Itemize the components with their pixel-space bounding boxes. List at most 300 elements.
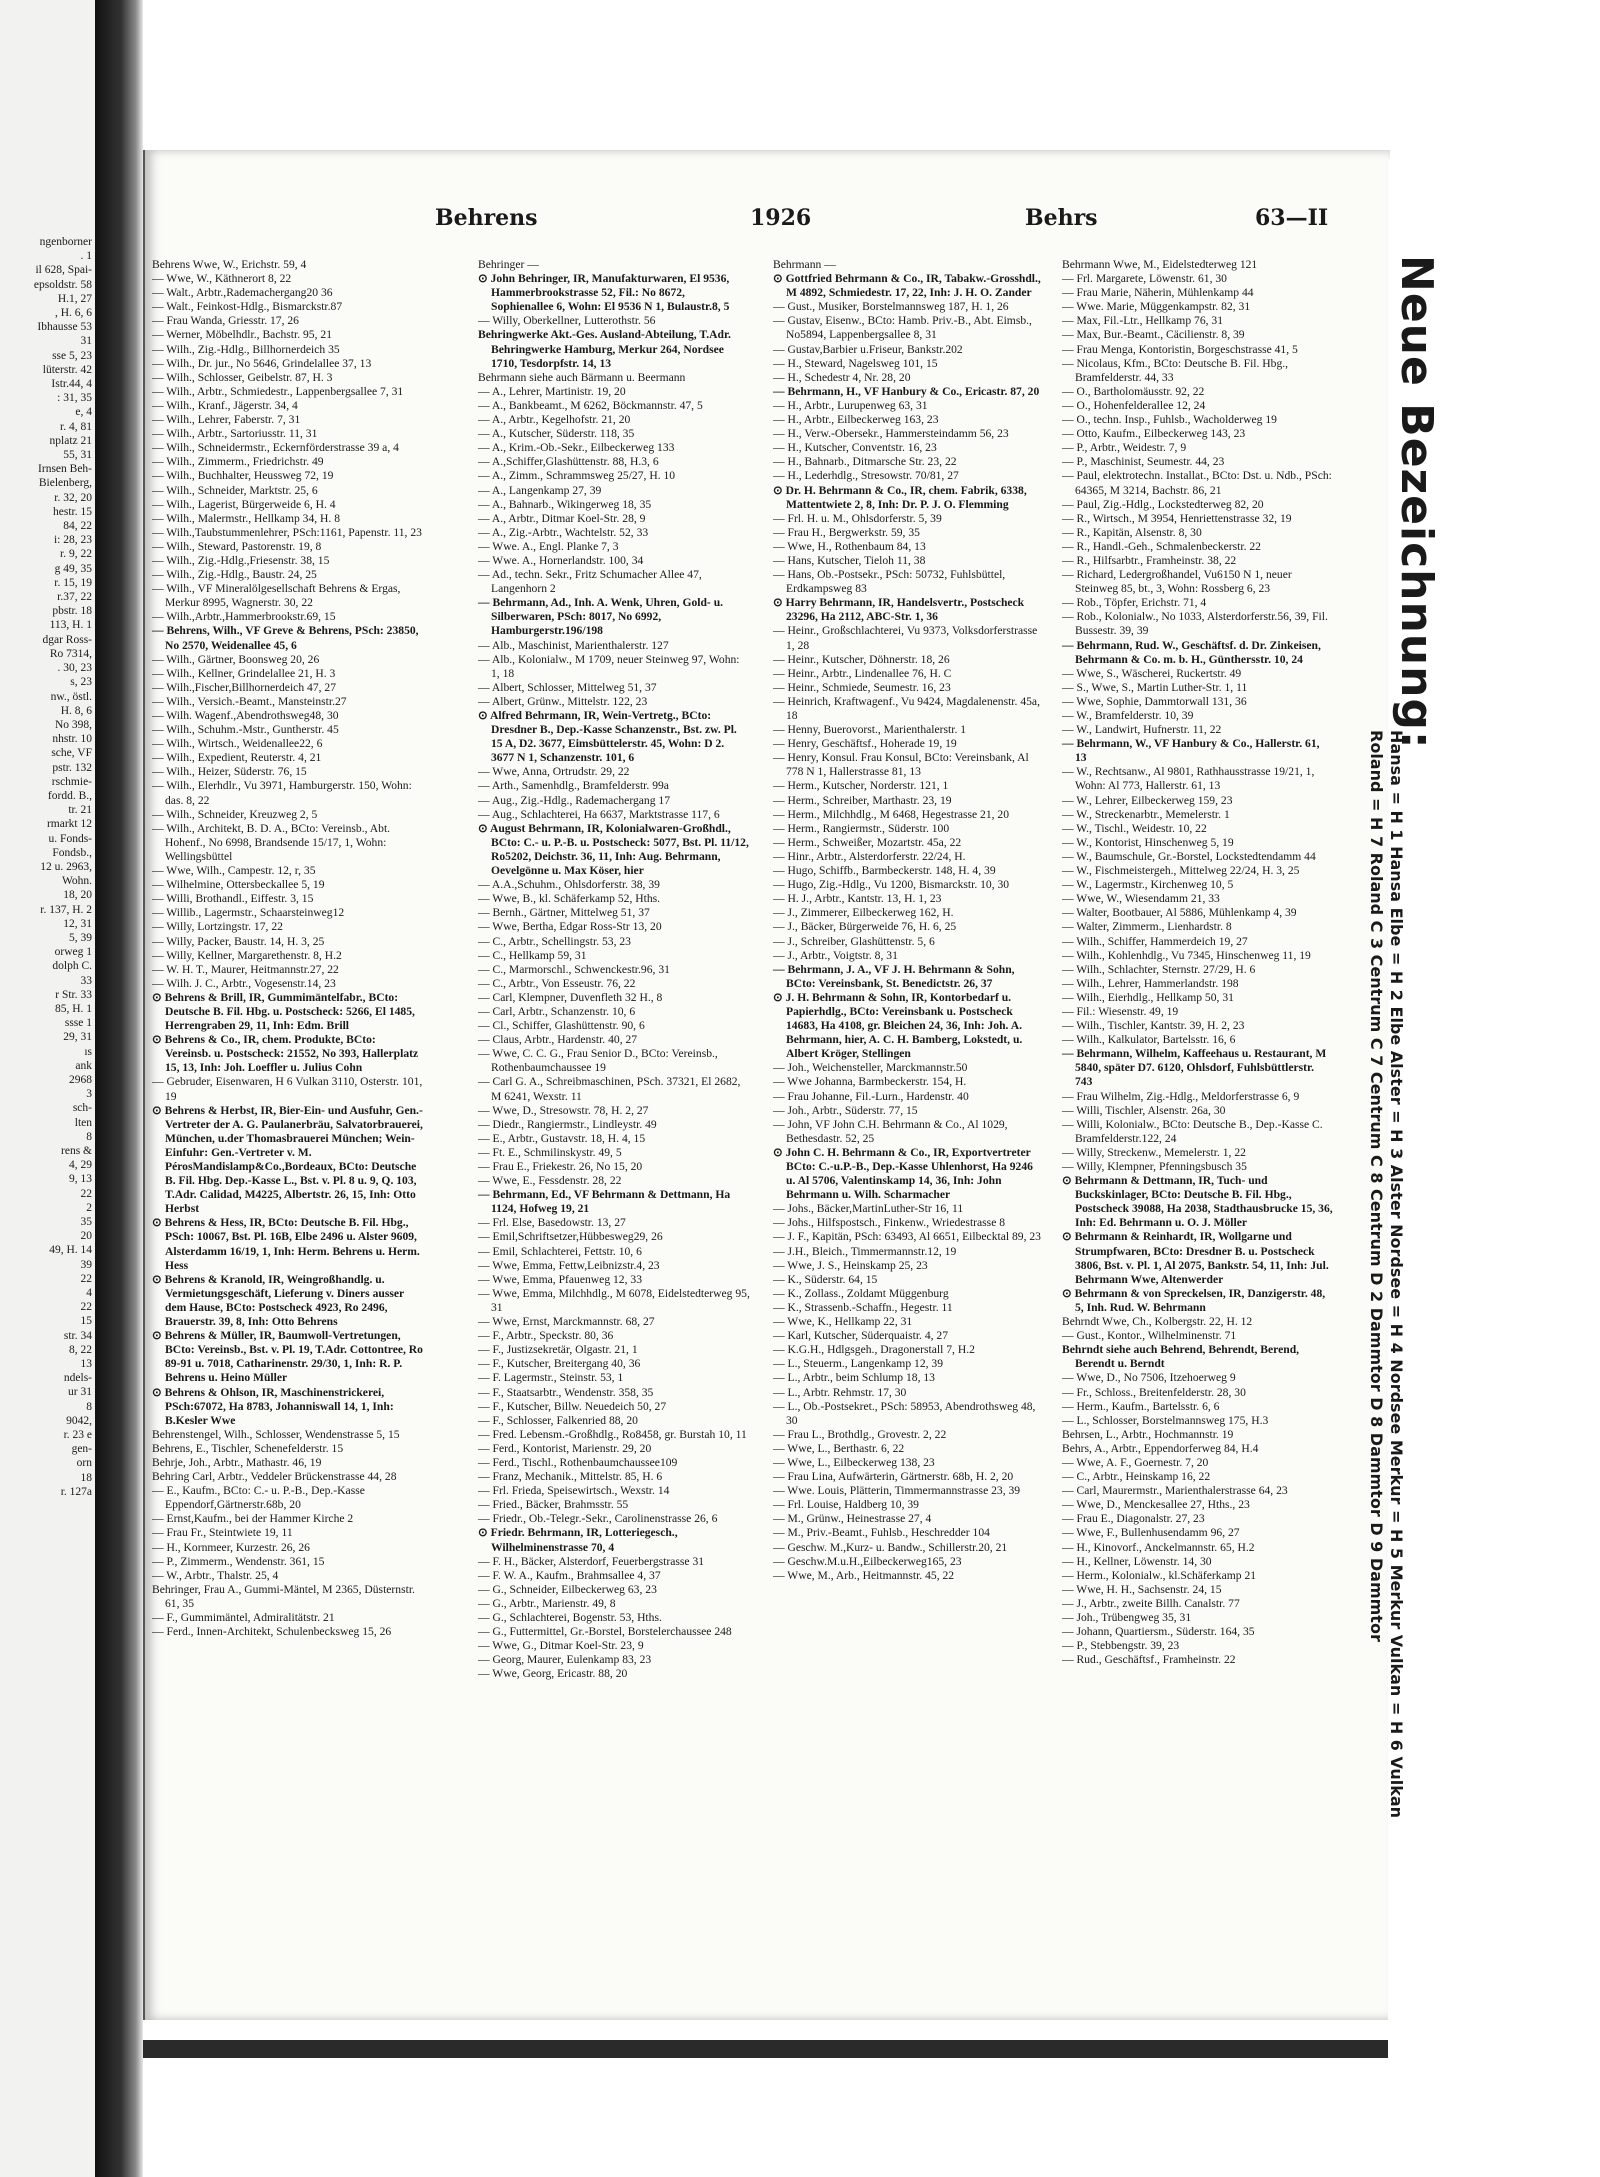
directory-entry: Behrmann — xyxy=(773,258,836,271)
directory-entry: ⊙ Harry Behrmann, IR, Handelsvertr., Postscheck 23296, Ha 2112, ABC-Str. 1, 36 xyxy=(773,596,1025,624)
prev-page-line: ıs xyxy=(84,1045,92,1058)
directory-entry: — Carl, Maurermstr., Marienthalerstrasse 64, 23 xyxy=(1062,1484,1288,1498)
directory-entry: — Behrmann, J. A., VF J. H. Behrmann & Sohn, BCto: Vereinsbank, St. Benedictstr. 26, 37 xyxy=(773,962,1015,990)
directory-entry: — Wilh., Buchhalter, Heussweg 72, 19 xyxy=(152,469,334,483)
prev-page-line: sche, VF xyxy=(51,747,92,760)
directory-entry: — Joh., Arbtr., Süderstr. 77, 15 xyxy=(773,1103,918,1117)
directory-entry: — R., Hilfsarbtr., Framheinstr. 38, 22 xyxy=(1062,553,1237,567)
directory-entry: — Herm., Kaufm., Bartelsstr. 6, 6 xyxy=(1062,1399,1220,1413)
directory-entry: — Wilh. Wagenf.,Abendrothsweg48, 30 xyxy=(152,709,339,722)
prev-page-line: ank xyxy=(75,1059,92,1072)
prev-page-line: epsoldstr. 58 xyxy=(33,278,92,291)
directory-entry: — Wwe, E., Fessdenstr. 28, 22 xyxy=(478,1174,622,1188)
prev-page-line: Ibhausse 53 xyxy=(37,321,92,334)
directory-entry: — C., Hellkamp 59, 31 xyxy=(478,948,587,962)
directory-entry: — Behrmann, Ad., Inh. A. Wenk, Uhren, Gold- u. Silberwaren, PSch: 8017, No 6992, Hamburgerstr.196/198 xyxy=(478,596,724,638)
directory-entry: ⊙ Friedr. Behrmann, IR, Lotteriegesch., Wilhelminenstrasse 70, 4 xyxy=(478,1526,678,1554)
directory-entry: — W., Bramfelderstr. 10, 39 xyxy=(1062,709,1194,722)
directory-entry: ⊙ Behrens & Co., IR, chem. Produkte, BCto: Vereinsb. u. Postscheck: 21552, No 393, Hallerplatz 15, 13, Inh: Joh. Loeffler u. Julius Cohn xyxy=(152,1033,419,1075)
directory-entry: — L., Arbtr. Rehmstr. 17, 30 xyxy=(773,1385,907,1399)
directory-entry: Behrens Wwe, W., Erichstr. 59, 4 xyxy=(152,258,307,271)
prev-page-line: nplatz 21 xyxy=(49,434,92,447)
prev-page-line: 49, H. 14 xyxy=(49,1244,92,1257)
directory-entry: — Paul, Zig.-Hdlg., Lockstedterweg 82, 20 xyxy=(1062,497,1264,511)
directory-entry: ⊙ Dr. H. Behrmann & Co., IR, chem. Fabrik, 6338, Mattentwiete 2, 8, Inh: Dr. P. J. O. Flemming xyxy=(773,483,1027,511)
prev-page-line: r. 9, 22 xyxy=(60,548,92,561)
directory-entry: — Wwe Johanna, Barmbeckerstr. 154, H. xyxy=(773,1075,967,1089)
directory-entry: — L., Steuerm., Langenkamp 12, 39 xyxy=(773,1357,944,1371)
directory-entry: — Wwe, W., Käthnerort 8, 22 xyxy=(152,272,292,286)
prev-page-line: orn xyxy=(76,1457,92,1470)
directory-entry: — Wilh., Elerhdlr., Vu 3971, Hamburgerstr. 150, Wohn: das. 8, 22 xyxy=(152,779,412,807)
directory-entry: — Paul, elektrotechn. Installat., BCto: Dst. u. Ndb., PSch: 64365, M 3214, Bachstr. 86, 21 xyxy=(1062,469,1332,497)
directory-entry: — F., Kutscher, Billw. Neuedeich 50, 27 xyxy=(478,1399,667,1413)
directory-entry: Behrndt Wwe, Ch., Kolbergstr. 22, H. 12 xyxy=(1062,1315,1253,1329)
directory-entry: — A., Arbtr., Ditmar Koel-Str. 28, 9 xyxy=(478,511,646,525)
directory-entry: — G., Futtermittel, Gr.-Borstel, Borstelerchaussee 248 xyxy=(478,1625,732,1639)
prev-page-line: 22 xyxy=(80,1301,92,1314)
directory-entry: — W., Lehrer, Eilbeckerweg 159, 23 xyxy=(1062,793,1233,807)
directory-entry: — R., Wirtsch., M 3954, Henriettenstrasse 32, 19 xyxy=(1062,511,1292,525)
directory-entry: — P., Arbtr., Weidestr. 7, 9 xyxy=(1062,441,1187,455)
directory-entry: — Wilh., Schiffer, Hammerdeich 19, 27 xyxy=(1062,934,1248,948)
directory-entry: — Wilh., Gärtner, Boonsweg 20, 26 xyxy=(152,652,320,666)
directory-entry: — C., Arbtr., Von Esseustr. 76, 22 xyxy=(478,976,636,990)
directory-entry: — H., Lederhdlg., Stresowstr. 70/81, 27 xyxy=(773,469,959,483)
directory-entry: — O., techn. Insp., Fuhlsb., Wacholderweg 19 xyxy=(1062,413,1277,427)
directory-entry: — Wilh., Kohlenhdlg., Vu 7345, Hinschenweg 11, 19 xyxy=(1062,948,1311,962)
prev-page-line: il 628, Spai- xyxy=(35,264,92,277)
directory-entry: — Wwe. Louis, Plätterin, Timmermannstrasse 23, 39 xyxy=(773,1484,1021,1498)
prev-page-line: 8 xyxy=(86,1400,92,1413)
prev-page-line: gen- xyxy=(71,1443,92,1456)
directory-entry: — W., Arbtr., Thalstr. 25, 4 xyxy=(152,1568,279,1582)
directory-entry: — Wwe, Emma, Pfauenweg 12, 33 xyxy=(478,1272,642,1286)
directory-entry: — Wilh., Schneider, Marktstr. 25, 6 xyxy=(152,483,318,497)
directory-entry: — Wilh., Schuhm.-Mstr., Guntherstr. 45 xyxy=(152,723,339,737)
directory-entry: — H., Bahnarb., Ditmarsche Str. 23, 22 xyxy=(773,455,957,469)
prev-page-line: str. 34 xyxy=(63,1329,92,1342)
directory-entry: — Albert, Schlosser, Mittelweg 51, 37 xyxy=(478,680,657,694)
directory-entry: — Wwe, B., kl. Schäferkamp 52, Hths. xyxy=(478,892,661,906)
directory-entry: — Behrmann, Wilhelm, Kaffeehaus u. Restaurant, M 5840, später D7. 6120, Ohlsdorf, Fuhlsbüttlerstr. 743 xyxy=(1062,1047,1327,1089)
prev-page-line: dolph C. xyxy=(52,960,92,973)
directory-entry: Behrndt siehe auch Behrend, Behrendt, Berend, Berendt u. Berndt xyxy=(1062,1343,1300,1371)
directory-entry: — Wilh., Tischler, Kantstr. 39, H. 2, 23 xyxy=(1062,1019,1245,1033)
directory-entry: — Wwe, F., Bullenhusendamm 96, 27 xyxy=(1062,1526,1240,1540)
directory-entry: — Hans, Ob.-Postsekr., PSch: 50732, Fuhlsbüttel, Erdkampsweg 83 xyxy=(773,568,1006,596)
directory-entry: — Wilh., Versich.-Beamt., Mansteinstr.27 xyxy=(152,694,347,708)
directory-entry: — Albert, Grünw., Mittelstr. 122, 23 xyxy=(478,694,648,708)
prev-page-line: s, 23 xyxy=(70,676,92,689)
directory-entry: — Wilh., Kalkulator, Bartelsstr. 16, 6 xyxy=(1062,1033,1236,1047)
prev-page-line: 85, H. 1 xyxy=(54,1002,92,1015)
directory-entry: — Carl, Klempner, Duvenfleth 32 H., 8 xyxy=(478,990,663,1004)
directory-entry: — P., Maschinist, Seumestr. 44, 23 xyxy=(1062,455,1225,469)
column-1 xyxy=(152,258,424,1639)
directory-entry: — Wilh., Lehrer, Hammerlandstr. 198 xyxy=(1062,976,1239,990)
directory-entry: — Behrmann, H., VF Hanbury & Co., Ericastr. 87, 20 xyxy=(773,384,1040,398)
directory-entry: — Geschw. M.,Kurz- u. Bandw., Schillerstr.20, 21 xyxy=(773,1540,1008,1554)
directory-entry: — Walt., Feinkost-Hdlg., Bismarckstr.87 xyxy=(152,300,343,314)
directory-entry: — H., Schedestr 4, Nr. 28, 20 xyxy=(773,370,911,384)
directory-entry: — Willib., Lagermstr., Schaarsteinweg12 xyxy=(152,906,345,920)
prev-page-line: 2968 xyxy=(69,1073,92,1086)
directory-entry: — Herm., Kolonialw., kl.Schäferkamp 21 xyxy=(1062,1568,1257,1582)
directory-entry: — Fil.: Wiesenstr. 49, 19 xyxy=(1062,1004,1179,1018)
prev-page-line: sch- xyxy=(72,1102,92,1115)
directory-entry: — Frau Fr., Steintwiete 19, 11 xyxy=(152,1526,293,1540)
directory-entry: — Wilh., Schneider, Kreuzweg 2, 5 xyxy=(152,807,318,821)
prev-page-line: 2 xyxy=(86,1201,92,1214)
page-bottom-edge xyxy=(143,2040,1388,2058)
prev-page-line: rens & xyxy=(61,1145,92,1157)
prev-page-line: lten xyxy=(74,1116,92,1129)
directory-entry: ⊙ Gottfried Behrmann & Co., IR, Tabakw.-Grosshdl., M 4892, Schmiedestr. 17, 22, Inh: J. H. O. Zander xyxy=(773,272,1041,300)
directory-entry: — G., Schneider, Eilbeckerweg 63, 23 xyxy=(478,1582,657,1596)
prev-page-line: 35 xyxy=(80,1216,92,1229)
directory-entry: — Wwe, A. F., Goernestr. 7, 20 xyxy=(1062,1455,1209,1469)
directory-entry: — Willi, Tischler, Alsenstr. 26a, 30 xyxy=(1062,1103,1226,1117)
directory-entry: — Frl. Else, Basedowstr. 13, 27 xyxy=(478,1216,626,1230)
directory-entry: — Wwe, D., No 7506, Itzehoerweg 9 xyxy=(1062,1371,1236,1385)
directory-entry: — Nicolaus, Kfm., BCto: Deutsche B. Fil. Hbg., Bramfelderstr. 44, 33 xyxy=(1062,356,1289,384)
directory-entry: — Frl. Margarete, Löwenstr. 61, 30 xyxy=(1062,272,1227,286)
directory-entry: — Willy, Kellner, Margarethenstr. 8, H.2 xyxy=(152,948,342,962)
directory-entry: — H., Arbtr., Eilbeckerweg 163, 23 xyxy=(773,413,939,427)
directory-entry: — H., Kinovorf., Anckelmannstr. 65, H.2 xyxy=(1062,1540,1255,1554)
prev-page-line: dgar Ross- xyxy=(42,633,92,646)
directory-entry: — Wwe, L., Berthastr. 6, 22 xyxy=(773,1441,905,1455)
directory-entry: — Wilh., Lagerist, Bürgerweide 6, H. 4 xyxy=(152,497,336,511)
prev-page-line: r. 137, H. 2 xyxy=(40,903,92,916)
directory-entry: — Wilh., Heizer, Süderstr. 76, 15 xyxy=(152,765,307,779)
directory-entry: — Wwe, K., Hellkamp 22, 31 xyxy=(773,1315,913,1329)
prev-page-line: 12 u. 2963, xyxy=(40,860,92,873)
directory-entry: — Wilh.,Fischer,Billhornerdeich 47, 27 xyxy=(152,680,337,694)
prev-page-line: 84, 22 xyxy=(63,520,92,533)
directory-entry: Behrmann siehe auch Bärmann u. Beermann xyxy=(478,370,686,384)
prev-page-line: ndels- xyxy=(63,1372,92,1385)
directory-entry: — P., Stebbengstr. 39, 23 xyxy=(1062,1639,1180,1653)
prev-page-line: r Str. 33 xyxy=(55,988,92,1001)
page-header xyxy=(150,205,1380,231)
directory-entry: — O., Bartholomäusstr. 92, 22 xyxy=(1062,384,1205,398)
directory-entry: — F., Staatsarbtr., Wendenstr. 358, 35 xyxy=(478,1385,654,1399)
directory-entry: — C., Marmorschl., Schwenckestr.96, 31 xyxy=(478,962,670,976)
directory-entry: — Frau H., Bergwerkstr. 59, 35 xyxy=(773,525,920,539)
directory-entry: Behrenstengel, Wilh., Schlosser, Wendenstrasse 5, 15 xyxy=(152,1427,400,1441)
directory-entry: — Richard, Ledergroßhandel, Vu6150 N 1, neuer Steinweg 85, bt., 3, Wohn: Rossberg 6, 23 xyxy=(1062,568,1292,596)
prev-page-line: 22 xyxy=(80,1272,92,1285)
directory-entry: — Claus, Arbtr., Hardenstr. 40, 27 xyxy=(478,1033,638,1047)
directory-entry: — F., Justizsekretär, Olgastr. 21, 1 xyxy=(478,1343,638,1357)
directory-entry: — W., Fischmeistergeh., Mittelweg 22/24, H. 3, 25 xyxy=(1062,864,1300,878)
directory-entry: — A., Langenkamp 27, 39 xyxy=(478,483,602,497)
directory-entry: — F. H., Bäcker, Alsterdorf, Feuerbergstrasse 31 xyxy=(478,1554,705,1568)
directory-entry: — M., Priv.-Beamt., Fuhlsb., Heschredder 104 xyxy=(773,1526,990,1540)
directory-entry: — Frau E., Diagonalstr. 27, 23 xyxy=(1062,1512,1205,1526)
directory-entry: — L., Schlosser, Borstelmannsweg 175, H.3 xyxy=(1062,1413,1269,1427)
prev-page-line: Istr.44, 4 xyxy=(51,378,92,391)
directory-entry: Behrens, E., Tischler, Schenefelderstr. 15 xyxy=(152,1441,344,1455)
directory-entry: — Walter, Bootbauer, Al 5886, Mühlenkamp 4, 39 xyxy=(1062,906,1297,920)
directory-entry: — A., Arbtr., Kegelhofstr. 21, 20 xyxy=(478,413,631,427)
prev-page-line: 4 xyxy=(86,1287,92,1300)
directory-entry: — Gebruder, Eisenwaren, H 6 Vulkan 3110, Osterstr. 101, 19 xyxy=(152,1075,423,1103)
directory-entry: — Wilh., Zimmerm., Friedrichstr. 49 xyxy=(152,455,324,469)
directory-entry: — Wwe, D., Stresowstr. 78, H. 2, 27 xyxy=(478,1103,649,1117)
prev-page-line: 22 xyxy=(80,1187,92,1200)
directory-entry: — Wilh., Expedient, Reuterstr. 4, 21 xyxy=(152,751,322,765)
directory-entry: — Wilh. J. C., Arbtr., Vogesenstr.14, 23 xyxy=(152,976,336,990)
prev-page-line: pstr. 132 xyxy=(52,761,92,774)
directory-entry: — K., Zollass., Zoldamt Müggenburg xyxy=(773,1286,949,1300)
directory-entry: — L., Ob.-Postsekret., PSch: 58953, Abendrothsweg 48, 30 xyxy=(773,1399,1036,1427)
directory-entry: — A., Bankbeamt., M 6262, Böckmannstr. 47, 5 xyxy=(478,398,703,412)
directory-entry: — Wwe, H. H., Sachsenstr. 24, 15 xyxy=(1062,1582,1222,1596)
prev-page-line: 4, 29 xyxy=(69,1159,92,1172)
prev-page-line: 29, 31 xyxy=(63,1031,92,1044)
directory-entry: — Max, Fil.-Ltr., Hellkamp 76, 31 xyxy=(1062,314,1224,328)
directory-entry: — Johs., Bäcker,MartinLuther-Str 16, 11 xyxy=(773,1202,964,1216)
directory-entry: — Otto, Kaufm., Eilbeckerweg 143, 23 xyxy=(1062,427,1246,441)
prev-page-line: nw., östl. xyxy=(50,690,92,703)
directory-entry: — Herm., Schweißer, Mozartstr. 45a, 22 xyxy=(773,835,962,849)
prev-page-line: 3 xyxy=(86,1088,92,1101)
directory-entry: — H., Kellner, Löwenstr. 14, 30 xyxy=(1062,1554,1212,1568)
directory-entry: — Willi, Brothandl., Eiffestr. 3, 15 xyxy=(152,892,314,906)
directory-entry: — J., Arbtr., Voigtstr. 8, 31 xyxy=(773,948,898,962)
directory-entry: — Wilh., Zig.-Hdlg., Baustr. 24, 25 xyxy=(152,568,317,582)
directory-entry: — Gustav, Eisenw., BCto: Hamb. Priv.-B., Abt. Eimsb., No5894, Lappenbergsallee 8, 31 xyxy=(773,314,1032,342)
directory-entry: — A., Lehrer, Martinistr. 19, 20 xyxy=(478,384,626,398)
directory-entry: — H., Verw.-Obersekr., Hammersteindamm 56, 23 xyxy=(773,427,1009,441)
telephone-exchange-notice xyxy=(1367,255,1450,1975)
prev-page-line: : 31, 35 xyxy=(57,392,92,405)
prev-page-line: ur 31 xyxy=(68,1386,92,1399)
directory-entry: — Herm., Rangiermstr., Süderstr. 100 xyxy=(773,821,950,835)
directory-entry: — W., Tischl., Weidestr. 10, 22 xyxy=(1062,821,1207,835)
directory-entry: — Gust., Kontor., Wilhelminenstr. 71 xyxy=(1062,1329,1237,1343)
directory-entry: — Georg, Maurer, Eulenkamp 83, 23 xyxy=(478,1653,652,1667)
directory-entry: — Wilh., Malermstr., Hellkamp 34, H. 8 xyxy=(152,511,341,525)
prev-page-line: i: 28, 23 xyxy=(53,534,92,547)
prev-page-line: 8, 22 xyxy=(69,1343,92,1356)
directory-entry: — Herm., Kutscher, Norderstr. 121, 1 xyxy=(773,779,949,793)
directory-entry: — Joh., Weichensteller, Marckmannstr.50 xyxy=(773,1061,968,1075)
directory-entry: — J., Zimmerer, Eilbeckerweg 162, H. xyxy=(773,906,954,920)
directory-entry: — Heinr., Schmiede, Seumestr. 16, 23 xyxy=(773,680,951,694)
directory-entry: — Ferd., Tischl., Rothenbaumchaussee109 xyxy=(478,1455,678,1469)
prev-page-line: tr. 21 xyxy=(68,804,92,817)
directory-entry: — Wilhelmine, Ottersbeckallee 5, 19 xyxy=(152,878,325,892)
column-4 xyxy=(1062,258,1334,1667)
directory-entry: — H., Steward, Nagelsweg 101, 15 xyxy=(773,356,938,370)
directory-entry: — K., Süderstr. 64, 15 xyxy=(773,1272,878,1286)
directory-entry: — Willy, Streckenw., Memelerstr. 1, 22 xyxy=(1062,1145,1246,1159)
directory-entry: — W., Kontorist, Hinschenweg 5, 19 xyxy=(1062,835,1234,849)
directory-entry: Behrs, A., Arbtr., Eppendorferweg 84, H.4 xyxy=(1062,1441,1259,1455)
directory-entry: — Wwe, H., Rothenbaum 84, 13 xyxy=(773,539,926,553)
directory-entry: — Ernst,Kaufm., bei der Hammer Kirche 2 xyxy=(152,1512,354,1526)
directory-entry: ⊙ J. H. Behrmann & Sohn, IR, Kontorbedarf u. Papierhdlg., BCto: Vereinsbank u. Postscheck 14683, Ha 4108, gr. Bleichen 24, 36, Inh: Joh. A. Behrmann, hier, A. C. H. Bamberg, Lokstedt, u. Albert Kröger, Stellingen xyxy=(773,990,1023,1061)
prev-page-line: ngenborner xyxy=(39,236,92,248)
directory-entry: — Behrmann, W., VF Hanbury & Co., Hallerstr. 61, 13 xyxy=(1062,737,1320,765)
directory-entry: — Frau E., Friekestr. 26, No 15, 20 xyxy=(478,1160,643,1173)
prev-page-line: No 398, xyxy=(54,718,92,731)
directory-entry: — Wilh., Schneidermstr., Eckernförderstrasse 39 a, 4 xyxy=(152,441,399,455)
directory-entry: — Henry, Geschäftsf., Hoherade 19, 19 xyxy=(773,737,957,751)
directory-entry: — Hans, Kutscher, Tieloh 11, 38 xyxy=(773,553,926,567)
directory-entry: — Willy, Packer, Baustr. 14, H. 3, 25 xyxy=(152,934,325,948)
directory-entry: — Willy, Oberkellner, Lutterothstr. 56 xyxy=(478,314,656,328)
directory-entry: — Frau Wanda, Griesstr. 17, 26 xyxy=(152,314,299,328)
prev-page-line: 39 xyxy=(80,1258,92,1271)
directory-entry: — J., Arbtr., zweite Billh. Canalstr. 77 xyxy=(1062,1596,1240,1610)
directory-entry: — H., Kornmeer, Kurzestr. 26, 26 xyxy=(152,1540,310,1554)
directory-entry: — Wilh., Zig.-Hdlg.,Friesenstr. 38, 15 xyxy=(152,553,330,567)
directory-entry: — Wilh., Schlosser, Geibelstr. 87, H. 3 xyxy=(152,370,333,384)
prev-page-line: nhstr. 10 xyxy=(52,733,92,746)
directory-entry: — A., Krim.-Ob.-Sekr., Eilbeckerweg 133 xyxy=(478,441,675,455)
directory-entry: — Wwe, Georg, Ericastr. 88, 20 xyxy=(478,1667,628,1681)
directory-entry: — Frl. Frieda, Speisewirtsch., Wexstr. 14 xyxy=(478,1484,670,1498)
prev-page-line: rschmie- xyxy=(51,775,92,788)
directory-entry: — Wwe. Marie, Müggenkampstr. 82, 31 xyxy=(1062,300,1251,314)
directory-entry: — John, VF John C.H. Behrmann & Co., Al 1029, Bethesdastr. 52, 25 xyxy=(773,1117,1008,1145)
directory-entry: — Ferd., Innen-Architekt, Schulenbecksweg 15, 26 xyxy=(152,1625,392,1639)
prev-page-line: r. 127a xyxy=(60,1485,92,1498)
directory-entry: — Geschw.M.u.H.,Eilbeckerweg165, 23 xyxy=(773,1554,962,1568)
directory-entry: — G., Schlachterei, Bogenstr. 53, Hths. xyxy=(478,1611,662,1624)
directory-entry: — O., Hohenfelderallee 12, 24 xyxy=(1062,398,1206,412)
gutter-shadow xyxy=(95,0,143,2177)
directory-entry: — Henry, Konsul. Frau Konsul, BCto: Vereinsbank, Al 778 N 1, Hallerstrasse 81, 13 xyxy=(773,751,1029,779)
directory-entry: — Wwe, C. C. G., Frau Senior D., BCto: Vereinsb., Rothenbaumchaussee 19 xyxy=(478,1047,718,1075)
prev-page-line: . 30, 23 xyxy=(57,662,92,675)
directory-entry: — Frau Menga, Kontoristin, Borgeschstrasse 41, 5 xyxy=(1062,342,1298,356)
directory-entry: — C., Arbtr., Heinskamp 16, 22 xyxy=(1062,1470,1211,1484)
directory-entry: — Heinr., Arbtr., Lindenallee 76, H. C xyxy=(773,666,952,680)
directory-entry: — Emil,Schriftsetzer,Hübbesweg29, 26 xyxy=(478,1230,663,1244)
directory-entry: — Alb., Maschinist, Marienthalerstr. 127 xyxy=(478,638,669,652)
directory-entry: — K.G.H., Hdlgsgeh., Dragonerstall 7, H.2 xyxy=(773,1343,975,1357)
directory-entry: — A., Zig.-Arbtr., Wachtelstr. 52, 33 xyxy=(478,525,649,539)
directory-entry: — Walt., Arbtr.,Rademachergang20 36 xyxy=(152,286,333,300)
directory-entry: — Ft. E., Schmilinskystr. 49, 5 xyxy=(478,1145,622,1159)
directory-entry: — L., Arbtr., beim Schlump 18, 13 xyxy=(773,1371,935,1385)
directory-entry: — F., Kutscher, Breitergang 40, 36 xyxy=(478,1357,641,1371)
directory-entry: — F., Arbtr., Speckstr. 80, 36 xyxy=(478,1329,614,1343)
prev-page-line: Irnsen Beh- xyxy=(38,463,92,476)
directory-entry: — F., Gummimäntel, Admiralitätstr. 21 xyxy=(152,1611,335,1624)
directory-entry: — Max, Bur.-Beamt., Cäcilienstr. 8, 39 xyxy=(1062,328,1245,342)
directory-entry: ⊙ Behrmann & Dettmann, IR, Tuch- und Buckskinlager, BCto: Deutsche B. Fil. Hbg., Postscheck 39088, Ha 2038, Stadthausbrucke 15, 36, Inh: Ed. Behrmann u. O. J. Möller xyxy=(1062,1174,1333,1230)
directory-entry: — R., Handl.-Geh., Schmalenbeckerstr. 22 xyxy=(1062,539,1261,553)
directory-entry: — H., Arbtr., Lurupenweg 63, 31 xyxy=(773,398,928,412)
directory-entry: — W., Lagermstr., Kirchenweg 10, 5 xyxy=(1062,878,1234,892)
notice-line-1: Hansa = H 1 Hansa Elbe = H 2 Elbe Alster = H 3 Alster Nordsee = H 4 Nordsee Merkur = H 5 Merkur Vulkan = H 6 Vulkan xyxy=(1387,730,1406,1819)
directory-entry: — Willy, Lortzingstr. 17, 22 xyxy=(152,920,283,934)
directory-entry: — S., Wwe, S., Martin Luther-Str. 1, 11 xyxy=(1062,680,1248,694)
page-number: 63—II xyxy=(1255,205,1329,231)
directory-entry: — Fr., Schloss., Breitenfelderstr. 28, 30 xyxy=(1062,1385,1246,1399)
directory-entry: — Wilh.,Arbtr.,Hammerbrookstr.69, 15 xyxy=(152,610,336,624)
directory-entry: ⊙ Behrens & Kranold, IR, Weingroßhandlg. u. Vermietungsgeschäft, Lieferung v. Diners ausser dem Hause, BCto: Postscheck 4923, Ro 2496, Brauerstr. 39, 8, Inh: Otto Behrens xyxy=(152,1272,404,1329)
previous-page-fragment xyxy=(0,235,92,1985)
directory-entry: — W., Landwirt, Hufnerstr. 11, 22 xyxy=(1062,723,1222,737)
prev-page-line: u. Fonds- xyxy=(48,832,92,845)
prev-page-line: sse 5, 23 xyxy=(52,349,92,362)
directory-entry: — Wwe, M., Arb., Heitmannstr. 45, 22 xyxy=(773,1568,955,1582)
directory-entry: — H., Kutscher, Conventstr. 16, 23 xyxy=(773,441,937,455)
prev-page-line: pbstr. 18 xyxy=(52,605,92,618)
prev-page-line: r.37, 22 xyxy=(57,591,92,604)
prev-page-line: 18 xyxy=(80,1471,92,1484)
directory-entry: — A., Bahnarb., Wikingerweg 18, 35 xyxy=(478,497,652,511)
directory-entry: — Wilh., Lehrer, Faberstr. 7, 31 xyxy=(152,413,301,427)
directory-entry: — Fried., Bäcker, Brahmsstr. 55 xyxy=(478,1498,629,1512)
directory-entry: — Wwe, S., Wäscherei, Ruckertstr. 49 xyxy=(1062,666,1242,680)
prev-page-line: Ro 7314, xyxy=(49,647,92,660)
prev-page-line: 5, 39 xyxy=(69,931,92,944)
directory-entry: — Hinr., Arbtr., Alsterdorferstr. 22/24, H. xyxy=(773,849,966,863)
directory-entry: — Aug., Zig.-Hdlg., Rademachergang 17 xyxy=(478,793,671,807)
directory-entry: — Cl., Schiffer, Glashüttenstr. 90, 6 xyxy=(478,1019,645,1033)
directory-entry: — Behrmann, Rud. W., Geschäftsf. d. Dr. Zinkeisen, Behrmann & Co. m. b. H., Günthersstr. 10, 24 xyxy=(1062,638,1321,666)
directory-entry: — Wilh., Steward, Pastorenstr. 19, 8 xyxy=(152,539,322,553)
prev-page-line: 20 xyxy=(80,1230,92,1243)
directory-entry: — Alb., Kolonialw., M 1709, neuer Steinweg 97, Wohn: 1, 18 xyxy=(478,652,740,680)
directory-entry: — Wwe, D., Menckesallee 27, Hths., 23 xyxy=(1062,1498,1250,1512)
prev-page-line: rmarkt 12 xyxy=(46,818,92,831)
directory-entry: — Wwe, J. S., Heinskamp 25, 23 xyxy=(773,1258,928,1272)
directory-entry: Behrsen, L., Arbtr., Hochmannstr. 19 xyxy=(1062,1427,1234,1441)
directory-entry: — W., Streckenarbtr., Memelerstr. 1 xyxy=(1062,807,1230,821)
directory-entry: ⊙ Behrmann & von Spreckelsen, IR, Danzigerstr. 48, 5, Inh. Rud. W. Behrmann xyxy=(1062,1286,1326,1314)
directory-entry: — Aug., Schlachterei, Ha 6637, Marktstrasse 117, 6 xyxy=(478,807,720,821)
directory-entry: — Joh., Trübengweg 35, 31 xyxy=(1062,1611,1192,1624)
directory-entry: — Hugo, Zig.-Hdlg., Vu 1200, Bismarckstr. 10, 30 xyxy=(773,878,1010,892)
directory-entry: Behringer, Frau A., Gummi-Mäntel, M 2365, Düsternstr. 61, 35 xyxy=(152,1582,415,1610)
directory-entry: ⊙ John C. H. Behrmann & Co., IR, Exportvertreter BCto: C.-u.P.-B., Dep.-Kasse Uhlenhorst, Ha 9246 u. Al 5706, Valentinskamp 14, 36, Inh: John Behrmann u. Wilh. Scharmacher xyxy=(773,1145,1033,1202)
directory-entry: ⊙ Behrens & Ohlson, IR, Maschinenstrickerei, PSch:67072, Ha 8783, Johanniswall 14, 1, Inh: B.Kesler Wwe xyxy=(152,1385,394,1427)
prev-page-line: H. 8, 6 xyxy=(60,704,92,717)
directory-entry: — Franz, Mechanik., Mittelstr. 85, H. 6 xyxy=(478,1470,663,1484)
directory-entry: — Wwe, Ernst, Marckmannstr. 68, 27 xyxy=(478,1315,655,1329)
prev-page-line: lüterstr. 42 xyxy=(42,363,92,376)
directory-entry: — Rob., Kolonialw., No 1033, Alsterdorferstr.56, 39, Fil. Bussestr. 39, 39 xyxy=(1062,610,1328,638)
prev-page-line: Wohn. xyxy=(61,875,92,888)
directory-entry: ⊙ Behrens & Brill, IR, Gummimäntelfabr., BCto: Deutsche B. Fil. Hbg. u. Postscheck: 5266, El 1485, Herrengraben 29, 11, Inh: Edm. Brill xyxy=(152,990,415,1033)
prev-page-line: 31 xyxy=(80,335,92,348)
directory-entry: — Henny, Buerovorst., Marienthalerstr. 1 xyxy=(773,723,967,737)
directory-entry: — E., Arbtr., Gustavstr. 18, H. 4, 15 xyxy=(478,1131,646,1145)
directory-entry: — Heinr., Kutscher, Döhnerstr. 18, 26 xyxy=(773,652,950,666)
directory-entry: — Frau Lina, Aufwärterin, Gärtnerstr. 68b, H. 2, 20 xyxy=(773,1470,1014,1484)
directory-entry: — E., Kaufm., BCto: C.- u. P.-B., Dep.-Kasse Eppendorf,Gärtnerstr.68b, 20 xyxy=(152,1484,365,1512)
directory-entry: — Frl. Louise, Haldberg 10, 39 xyxy=(773,1498,919,1512)
prev-page-line: 12, 31 xyxy=(63,917,92,930)
directory-entry: — Frau Wilhelm, Zig.-Hdlg., Meldorferstrasse 6, 9 xyxy=(1062,1089,1300,1103)
directory-entry: — Rob., Töpfer, Erichstr. 71, 4 xyxy=(1062,596,1207,610)
directory-entry: ⊙ Behrens & Hess, IR, BCto: Deutsche B. Fil. Hbg., PSch: 10067, Bst. Pl. 16B, Elbe 2496 u. Alster 9609, Alsterdamm 16/19, 1, Inh: Herm. Behrens u. Herm. Hess xyxy=(152,1216,420,1272)
directory-entry: — Rud., Geschäftsf., Framheinstr. 22 xyxy=(1062,1653,1236,1667)
directory-entry: — Wilh.,Taubstummenlehrer, PSch:1161, Papenstr. 11, 23 xyxy=(152,525,422,539)
directory-entry: — Friedr., Ob.-Telegr.-Sekr., Carolinenstrasse 26, 6 xyxy=(478,1512,718,1526)
directory-entry: — Willi, Kolonialw., BCto: Deutsche B., Dep.-Kasse C. Bramfelderstr.122, 24 xyxy=(1062,1117,1323,1145)
